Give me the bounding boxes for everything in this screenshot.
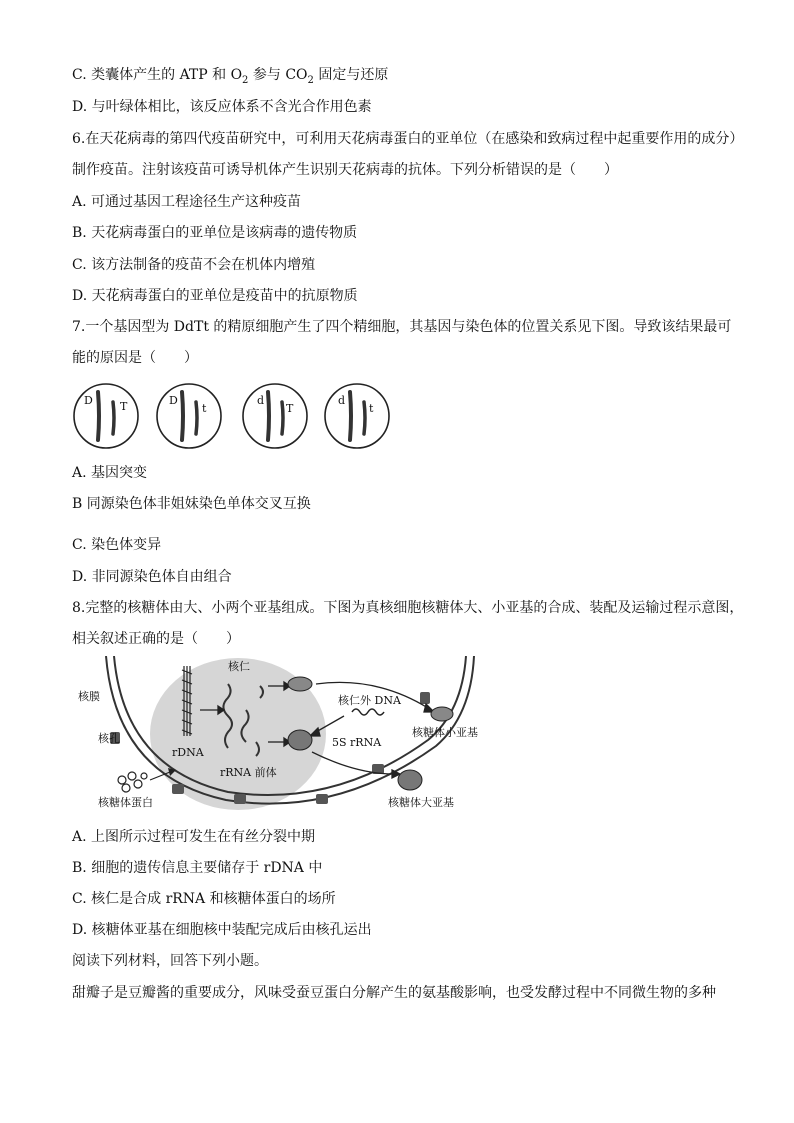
cell3-right-allele: T	[286, 402, 294, 415]
cell3-left-allele: d	[257, 394, 265, 407]
reading-intro: 阅读下列材料，回答下列小题。	[72, 953, 268, 969]
cell1-right-allele: T	[120, 400, 128, 413]
label-extra-nucleolar-dna: 核仁外 DNA	[338, 694, 401, 707]
q8-stem-line1: 8.完整的核糖体由大、小两个亚基组成。下图为真核细胞核糖体大、小亚基的合成、装配及运输过程示意图，	[72, 600, 744, 616]
q6-option-a: A. 可通过基因工程途径生产这种疫苗	[72, 194, 302, 210]
label-nuclear-envelope: 核膜	[78, 690, 100, 703]
sperm-cell-2	[157, 384, 221, 448]
ribosomal-proteins	[118, 772, 147, 792]
q5-option-d: D. 与叶绿体相比，该反应体系不含光合作用色素	[72, 99, 372, 115]
q8-option-c: C. 核仁是合成 rRNA 和核糖体蛋白的场所	[72, 891, 336, 907]
label-5s-rrna: 5S rRNA	[332, 736, 382, 749]
q7-option-b: B 同源染色体非姐妹染色单体交叉互换	[72, 496, 311, 512]
sperm-cell-4	[325, 384, 389, 448]
reading-paragraph: 甜瓣子是豆瓣酱的重要成分，风味受蚕豆蛋白分解产生的氨基酸影响，也受发酵过程中不同微生物的多种	[72, 985, 716, 1001]
label-rrna-precursor: rRNA 前体	[220, 766, 277, 779]
q8-option-d: D. 核糖体亚基在细胞核中装配完成后由核孔运出	[72, 922, 372, 938]
sperm-cell-1	[74, 384, 138, 448]
q7-option-a: A. 基因突变	[72, 465, 148, 481]
q6-stem-line1: 6.在天花病毒的第四代疫苗研究中，可利用天花病毒蛋白的亚单位（在感染和致病过程中起重要作用的成分）	[72, 131, 744, 147]
ribosome-assembly-figure	[76, 656, 492, 818]
label-nuclear-pore: 核孔	[98, 732, 120, 745]
q6-stem-line2: 制作疫苗。注射该疫苗可诱导机体产生识别天花病毒的抗体。下列分析错误的是（ ）	[72, 162, 618, 178]
cell4-right-allele: t	[369, 402, 374, 415]
sperm-cell-3	[243, 384, 307, 448]
q7-stem-line2: 能的原因是（ ）	[72, 350, 198, 366]
label-nucleolus: 核仁	[228, 660, 250, 673]
cell2-right-allele: t	[202, 402, 207, 415]
q6-option-b: B. 天花病毒蛋白的亚单位是该病毒的遗传物质	[72, 225, 358, 241]
q8-option-b: B. 细胞的遗传信息主要储存于 rDNA 中	[72, 860, 323, 876]
q7-option-d: D. 非同源染色体自由组合	[72, 569, 232, 585]
rdna-strands	[182, 666, 192, 736]
q7-option-c: C. 染色体变异	[72, 537, 162, 553]
q7-stem-line1: 7.一个基因型为 DdTt 的精原细胞产生了四个精细胞，其基因与染色体的位置关系见下图。导致该结果最可	[72, 319, 732, 335]
q7-sperm-cells-figure	[72, 378, 402, 454]
q5-option-c: C. 类囊体产生的 ATP 和 $O_2$ 参与 $CO_2$ 固定与还原	[72, 67, 389, 86]
label-rdna: rDNA	[172, 746, 204, 759]
label-small-subunit: 核糖体小亚基	[412, 726, 478, 739]
label-ribosomal-protein: 核糖体蛋白	[98, 796, 153, 809]
q6-option-d: D. 天花病毒蛋白的亚单位是疫苗中的抗原物质	[72, 288, 358, 304]
label-large-subunit: 核糖体大亚基	[388, 796, 454, 809]
q8-stem-line2: 相关叙述正确的是（ ）	[72, 631, 240, 647]
cell2-left-allele: D	[169, 394, 178, 407]
cell4-left-allele: d	[338, 394, 346, 407]
q6-option-c: C. 该方法制备的疫苗不会在机体内增殖	[72, 257, 316, 273]
cell1-left-allele: D	[84, 394, 93, 407]
q8-option-a: A. 上图所示过程可发生在有丝分裂中期	[72, 829, 316, 845]
